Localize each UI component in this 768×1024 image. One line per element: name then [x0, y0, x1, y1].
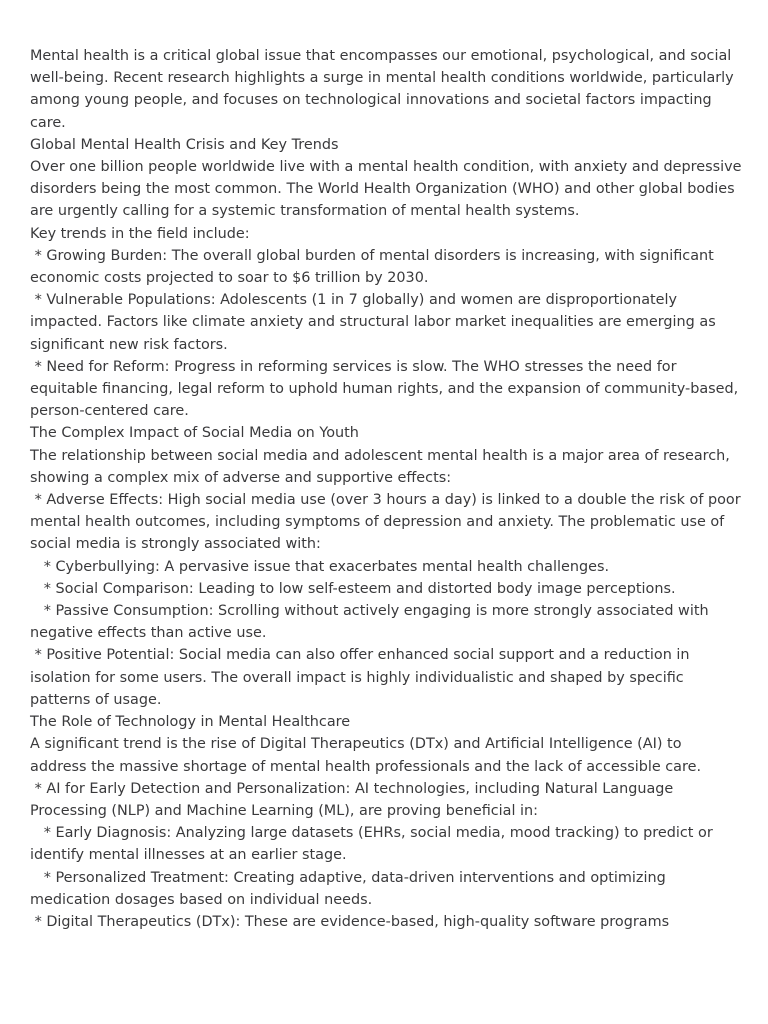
document-body — [30, 45, 747, 933]
sub-bullet-item: * Social Comparison: Leading to low self-esteem and distorted body image perceptions. — [30, 580, 676, 597]
sub-bullet-item: * Personalized Treatment: Creating adaptive, data-driven interventions and optimizing medication dosages based on individual needs. — [30, 869, 671, 908]
bullet-item: * Adverse Effects: High social media use (over 3 hours a day) is linked to a double the risk of poor mental health outcomes, including symptoms of depression and anxiety. The problematic use of social media is strongly associated with: — [30, 492, 746, 553]
section-heading-global-crisis: Global Mental Health Crisis and Key Trends — [30, 136, 339, 153]
paragraph: The relationship between social media and adolescent mental health is a major area of research, showing a complex mix of adverse and supportive effects: — [30, 447, 735, 486]
section-heading-technology: The Role of Technology in Mental Healthcare — [30, 714, 351, 731]
intro-paragraph: Mental health is a critical global issue that encompasses our emotional, psychological, and social well-being. Recent research highlights a surge in mental health conditions worldwide, particularly among young people, and focuses on technological innovations and societal factors impacting care. — [30, 48, 739, 131]
section-heading-social-media: The Complex Impact of Social Media on Youth — [30, 425, 359, 442]
sub-bullet-item: * Passive Consumption: Scrolling without actively engaging is more strongly associated with negative effects than active use. — [30, 603, 714, 642]
paragraph: Over one billion people worldwide live with a mental health condition, with anxiety and depressive disorders being the most common. The World Health Organization (WHO) and other global bodies are urgently calling for a systemic transformation of mental health systems. — [30, 159, 747, 220]
bullet-item: * Digital Therapeutics (DTx): These are evidence-based, high-quality software programs — [30, 913, 670, 930]
bullet-item: * Growing Burden: The overall global burden of mental disorders is increasing, with significant economic costs projected to soar to $6 trillion by 2030. — [30, 247, 719, 287]
paragraph: A significant trend is the rise of Digital Therapeutics (DTx) and Artificial Intelligence (AI) to address the massive shortage of mental health professionals and the lack of accessible care. — [30, 736, 702, 775]
sub-bullet-item: * Cyberbullying: A pervasive issue that exacerbates mental health challenges. — [30, 558, 610, 575]
bullet-item: * Need for Reform: Progress in reforming services is slow. The WHO stresses the need for equitable financing, legal reform to uphold human rights, and the expansion of community-based, person-centered care. — [30, 358, 743, 420]
bullet-item: * Positive Potential: Social media can also offer enhanced social support and a reduction in isolation for some users. The overall impact is highly individualistic and shaped by specific patterns of usage. — [30, 647, 695, 708]
bullet-item: * AI for Early Detection and Personalization: AI technologies, including Natural Language Processing (NLP) and Machine Learning (ML), are proving beneficial in: — [30, 780, 678, 819]
sub-bullet-item: * Early Diagnosis: Analyzing large datasets (EHRs, social media, mood tracking) to predict or identify mental illnesses at an earlier stage. — [30, 825, 718, 864]
paragraph: Key trends in the field include: — [30, 225, 250, 242]
bullet-item: * Vulnerable Populations: Adolescents (1 in 7 globally) and women are disproportionately impacted. Factors like climate anxiety and structural labor market inequalities are emerging as significant new risk factors. — [30, 292, 721, 353]
